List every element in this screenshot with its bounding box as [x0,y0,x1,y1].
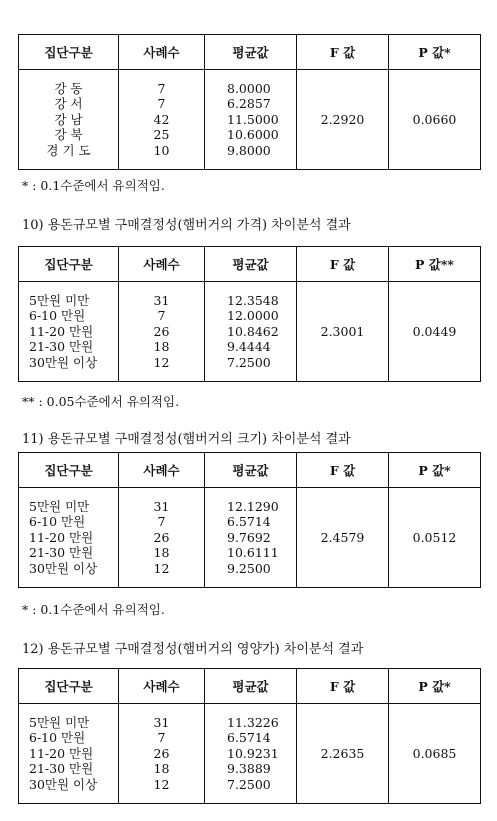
header-f: F 값 [297,247,389,282]
p-value: 0.0449 [389,282,481,382]
f-value: 2.4579 [297,488,389,588]
header-cases: 사례수 [119,453,205,488]
mean-value: 10.6111 [227,545,279,561]
mean-value: 11.3226 [227,714,279,730]
mean-value: 7.2500 [227,354,271,370]
mean-value: 12.0000 [227,308,279,324]
header-mean: 평균값 [205,247,297,282]
case-count: 12 [153,560,170,576]
group-label: 강 북 [54,127,83,143]
mean-value: 9.3889 [227,761,271,777]
case-count: 31 [153,292,170,308]
group-label: 강 남 [54,111,83,127]
f-value: 2.3001 [297,282,389,382]
group-label: 11-20 만원 [29,745,94,761]
mean-value: 6.5714 [227,730,271,746]
significance-note: ** : 0.05수준에서 유의적임. [22,394,180,409]
group-cell [19,704,119,804]
group-label: 5만원 미만 [29,714,90,730]
group-label: 6-10 만원 [29,514,86,530]
p-value: 0.0685 [389,704,481,804]
case-count: 7 [157,514,166,530]
mean-value: 9.4444 [227,339,271,355]
case-count: 26 [153,323,170,339]
case-count: 18 [153,339,170,355]
header-f: F 값 [297,669,389,704]
mean-value: 10.8462 [227,323,279,339]
mean-cell [205,70,297,170]
case-count: 18 [153,545,170,561]
header-mean: 평균값 [205,669,297,704]
table-header-row [19,35,481,70]
group-label: 경 기 도 [46,142,91,158]
section-heading-10: 10) 용돈규모별 구매결정성(햄버거의 가격) 차이분석 결과 [22,218,351,233]
table-body-row [19,488,481,588]
mean-value: 12.3548 [227,292,279,308]
table-header-row [19,669,481,704]
header-group: 집단구분 [19,669,119,704]
mean-value: 8.0000 [227,80,271,96]
group-label: 6-10 만원 [29,730,86,746]
case-count: 31 [153,714,170,730]
mean-value: 6.5714 [227,514,271,530]
group-label: 5만원 미만 [29,292,90,308]
anova-table-nutrition [18,668,481,804]
header-p: P 값* [389,669,481,704]
table-body-row [19,282,481,382]
group-label: 6-10 만원 [29,308,86,324]
header-mean: 평균값 [205,453,297,488]
case-count: 12 [153,354,170,370]
cases-cell [119,488,205,588]
significance-note: * : 0.1수준에서 유의적임. [22,602,165,617]
case-count: 7 [157,308,166,324]
group-label: 11-20 만원 [29,529,94,545]
case-count: 7 [157,80,166,96]
group-label: 30만원 이상 [29,354,98,370]
section-heading-12: 12) 용돈규모별 구매결정성(햄버거의 영양가) 차이분석 결과 [22,642,364,657]
group-label: 21-30 만원 [29,545,94,561]
header-group: 집단구분 [19,35,119,70]
header-f: F 값 [297,453,389,488]
mean-cell [205,282,297,382]
header-f: F 값 [297,35,389,70]
mean-value: 11.5000 [227,111,279,127]
mean-value: 10.9231 [227,745,279,761]
group-label: 21-30 만원 [29,339,94,355]
significance-note: * : 0.1수준에서 유의적임. [22,178,165,193]
f-value: 2.2920 [297,70,389,170]
case-count: 25 [153,127,170,143]
case-count: 42 [153,111,170,127]
p-value: 0.0512 [389,488,481,588]
case-count: 7 [157,96,166,112]
header-p: P 값* [389,35,481,70]
mean-cell [205,488,297,588]
cases-cell [119,70,205,170]
case-count: 31 [153,498,170,514]
anova-table-size [18,452,481,588]
case-count: 26 [153,745,170,761]
case-count: 12 [153,776,170,792]
table-body-row [19,70,481,170]
p-value: 0.0660 [389,70,481,170]
group-label: 30만원 이상 [29,776,98,792]
case-count: 26 [153,529,170,545]
mean-cell [205,704,297,804]
header-cases: 사례수 [119,669,205,704]
group-label: 11-20 만원 [29,323,94,339]
group-cell [19,282,119,382]
table-header-row [19,247,481,282]
table-body-row [19,704,481,804]
mean-value: 10.6000 [227,127,279,143]
header-group: 집단구분 [19,453,119,488]
case-count: 10 [153,142,170,158]
cases-cell [119,282,205,382]
header-mean: 평균값 [205,35,297,70]
anova-table-price [18,246,481,382]
mean-value: 9.8000 [227,142,271,158]
group-cell [19,488,119,588]
mean-value: 7.2500 [227,776,271,792]
header-cases: 사례수 [119,35,205,70]
anova-table-region [18,34,481,170]
mean-value: 6.2857 [227,96,271,112]
f-value: 2.2635 [297,704,389,804]
mean-value: 9.2500 [227,560,271,576]
group-cell [19,70,119,170]
cases-cell [119,704,205,804]
group-label: 21-30 만원 [29,761,94,777]
header-p: P 값** [389,247,481,282]
group-label: 30만원 이상 [29,560,98,576]
group-label: 5만원 미만 [29,498,90,514]
mean-value: 12.1290 [227,498,279,514]
header-cases: 사례수 [119,247,205,282]
mean-value: 9.7692 [227,529,271,545]
section-heading-11: 11) 용돈규모별 구매결정성(햄버거의 크기) 차이분석 결과 [22,432,351,447]
group-label: 강 서 [54,96,83,112]
header-group: 집단구분 [19,247,119,282]
header-p: P 값* [389,453,481,488]
table-header-row [19,453,481,488]
group-label: 강 동 [54,80,83,96]
case-count: 18 [153,761,170,777]
case-count: 7 [157,730,166,746]
